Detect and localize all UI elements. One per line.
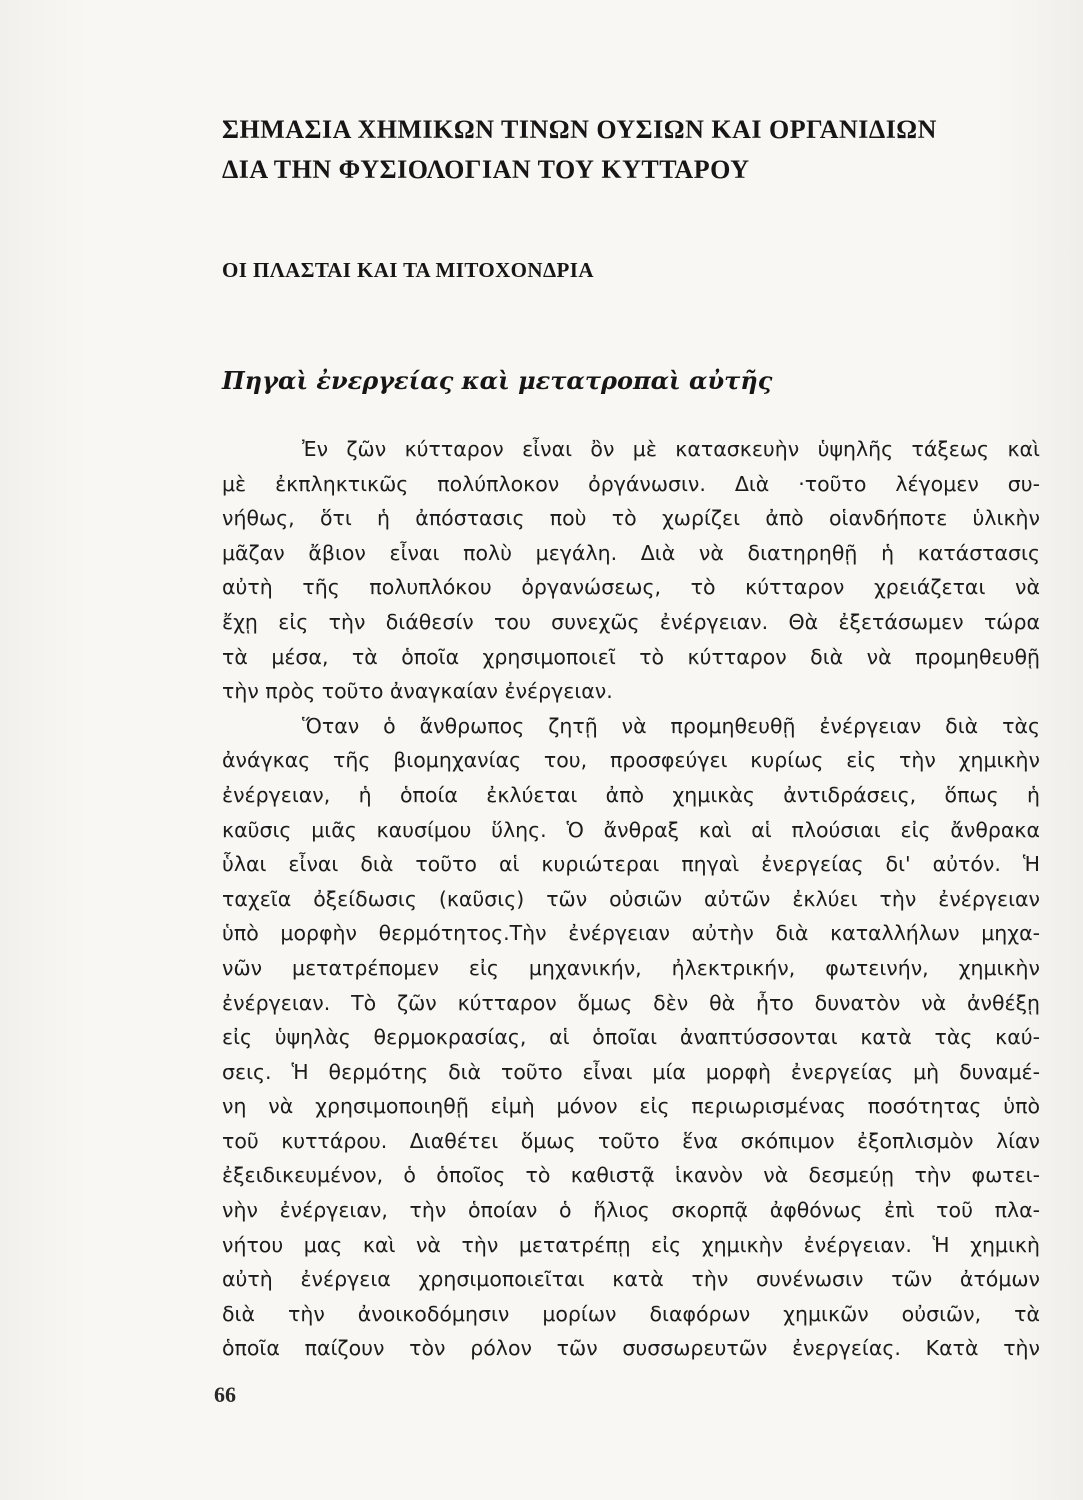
- text-line: νήθως, ὅτι ἡ ἀπόστασις ποὺ τὸ χωρίζει ἀπὸ οἱανδήποτε ὑλικὴν: [222, 506, 1040, 531]
- section-heading: Πηγαὶ ἐνεργείας καὶ μετατροπαὶ αὐτῆς: [222, 366, 773, 395]
- text-line: ὁποῖα παίζουν τὸν ρόλον τῶν συσσωρευτῶν ἐνεργείας. Κατὰ τὴν: [222, 1336, 1040, 1361]
- text-line: ἔχῃ εἰς τὴν διάθεσίν του συνεχῶς ἐνέργειαν. Θὰ ἐξετάσωμεν τώρα: [222, 609, 1040, 634]
- text-line: νῶν μετατρέπομεν εἰς μηχανικήν, ἠλεκτρικήν, φωτεινήν, χημικὴν: [222, 955, 1040, 980]
- text-line: σεις. Ἡ θερμότης διὰ τοῦτο εἶναι μία μορφὴ ἐνεργείας μὴ δυναμέ-: [222, 1059, 1040, 1084]
- text-line: μᾶζαν ἄβιον εἶναι πολὺ μεγάλη. Διὰ νὰ διατηρηθῇ ἡ κατάστασις: [222, 540, 1040, 565]
- text-line: ἐνέργειαν, ἡ ὁποία ἐκλύεται ἀπὸ χημικὰς ἀντιδράσεις, ὅπως ἡ: [222, 782, 1040, 807]
- text-line: ὗλαι εἶναι διὰ τοῦτο αἱ κυριώτεραι πηγαὶ ἐνεργείας δι' αὐτόν. Ἡ: [222, 852, 1040, 877]
- text-line: εἰς ὑψηλὰς θερμοκρασίας, αἱ ὁποῖαι ἀναπτύσσονται κατὰ τὰς καύ-: [222, 1025, 1040, 1050]
- chapter-title-line-1: ΣΗΜΑΣΙΑ ΧΗΜΙΚΩΝ ΤΙΝΩΝ ΟΥΣΙΩΝ ΚΑΙ ΟΡΓΑΝΙΔΙΩΝ: [222, 115, 937, 144]
- text-line: καῦσις μιᾶς καυσίμου ὕλης. Ὁ ἄνθραξ καὶ αἱ πλούσιαι εἰς ἄνθρακα: [222, 817, 1040, 842]
- text-line: ἐνέργειαν. Τὸ ζῶν κύτταρον ὅμως δὲν θὰ ἦτο δυνατὸν νὰ ἀνθέξῃ: [222, 990, 1040, 1015]
- chapter-title-line-2: ΔΙΑ ΤΗΝ ΦΥΣΙΟΛΟΓΙΑΝ ΤΟΥ ΚΥΤΤΑΡΟΥ: [222, 155, 750, 184]
- section-subtitle: ΟΙ ΠΛΑΣΤΑΙ ΚΑΙ ΤΑ ΜΙΤΟΧΟΝΔΡΙΑ: [222, 258, 594, 282]
- text-line: ἀνάγκας τῆς βιομηχανίας του, προσφεύγει κυρίως εἰς τὴν χημικὴν: [222, 748, 1040, 773]
- text-line: αὐτὴ τῆς πολυπλόκου ὀργανώσεως, τὸ κύτταρον χρειάζεται νὰ: [222, 575, 1040, 600]
- text-line: Ὅταν ὁ ἄνθρωπος ζητῇ νὰ προμηθευθῇ ἐνέργειαν διὰ τὰς: [302, 713, 1040, 738]
- text-line: ὑπὸ μορφὴν θερμότητος.Τὴν ἐνέργειαν αὐτὴν διὰ καταλλήλων μηχα-: [222, 921, 1040, 946]
- text-line: τὴν πρὸς τοῦτο ἀναγκαίαν ἐνέργειαν.: [222, 679, 613, 704]
- body-text: [222, 432, 1040, 1366]
- text-line: νήτου μας καὶ νὰ τὴν μετατρέπῃ εἰς χημικὴν ἐνέργειαν. Ἡ χημικὴ: [222, 1232, 1040, 1257]
- text-line: νη νὰ χρησιμοποιηθῇ εἰμὴ μόνον εἰς περιωρισμένας ποσότητας ὑπὸ: [222, 1094, 1040, 1119]
- text-line: ταχεῖα ὀξείδωσις (καῦσις) τῶν οὐσιῶν αὐτῶν ἐκλύει τὴν ἐνέργειαν: [222, 886, 1040, 911]
- chapter-title: [222, 110, 1052, 190]
- text-line: Ἐν ζῶν κύτταρον εἶναι ὂν μὲ κατασκευὴν ὑψηλῆς τάξεως καὶ: [302, 437, 1040, 461]
- text-line: μὲ ἐκπληκτικῶς πολύπλοκον ὀργάνωσιν. Διὰ ·τοῦτο λέγομεν συ-: [222, 471, 1040, 496]
- text-line: διὰ τὴν ἀνοικοδόμησιν μορίων διαφόρων χημικῶν οὐσιῶν, τὰ: [222, 1301, 1040, 1326]
- text-line: αὐτὴ ἐνέργεια χρησιμοποιεῖται κατὰ τὴν συνένωσιν τῶν ἀτόμων: [222, 1267, 1040, 1292]
- text-line: ἐξειδικευμένον, ὁ ὁποῖος τὸ καθιστᾷ ἱκανὸν νὰ δεσμεύῃ τὴν φωτει-: [222, 1163, 1040, 1188]
- text-line: νὴν ἐνέργειαν, τὴν ὁποίαν ὁ ἥλιος σκορπᾷ ἀφθόνως ἐπὶ τοῦ πλα-: [222, 1198, 1040, 1223]
- text-line: τοῦ κυττάρου. Διαθέτει ὅμως τοῦτο ἕνα σκόπιμον ἐξοπλισμὸν λίαν: [222, 1128, 1040, 1153]
- text-line: τὰ μέσα, τὰ ὁποῖα χρησιμοποιεῖ τὸ κύτταρον διὰ νὰ προμηθευθῇ: [222, 644, 1040, 669]
- page-number: 66: [214, 1382, 236, 1407]
